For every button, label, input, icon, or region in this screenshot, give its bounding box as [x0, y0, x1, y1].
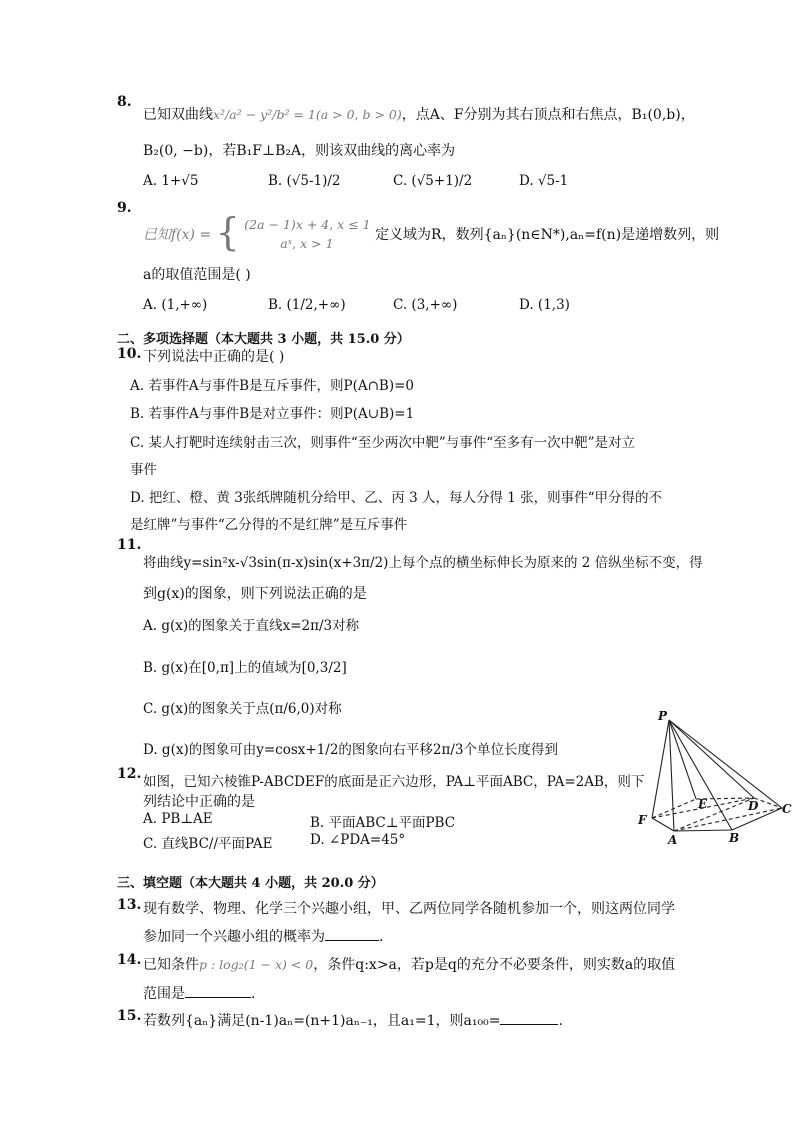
q13-tail: .	[379, 929, 384, 945]
q14-number: 14.	[117, 952, 142, 968]
q11-stem-line1: 将曲线y=sin²x-√3sin(π-x)sin(x+3π/2)上每个点的横坐标伸长为原来的 2 倍纵坐标不变，得	[143, 555, 703, 571]
q9-option-c[interactable]: C. (3,+∞)	[393, 297, 458, 313]
q8-option-d[interactable]: D. √5-1	[519, 173, 569, 189]
q9-stem-a: 已知f(x) =	[143, 227, 212, 243]
q15-tail: .	[558, 1013, 563, 1029]
q10-option-a[interactable]: A. 若事件A与事件B是互斥事件，则P(A∩B)=0	[130, 378, 415, 394]
q10-stem: 下列说法中正确的是( )	[143, 349, 285, 365]
q11-option-c[interactable]: C. g(x)的图象关于点(π/6,0)对称	[143, 701, 342, 717]
q14-stem1a: 已知条件	[143, 957, 199, 973]
q13-answer-blank[interactable]	[325, 928, 379, 941]
q10-number: 10.	[117, 346, 142, 362]
figure-label-d: D	[748, 799, 759, 813]
figure-label-f: F	[638, 813, 647, 827]
q15-stem-line	[143, 1010, 563, 1030]
q14-answer-blank[interactable]	[185, 985, 251, 998]
q8-option-b[interactable]: B. (√5-1)/2	[268, 173, 341, 189]
q12-stem-line2: 列结论中正确的是	[143, 794, 255, 810]
q11-option-a[interactable]: A. g(x)的图象关于直线x=2π/3对称	[143, 618, 360, 634]
q9-stem-line1	[143, 212, 719, 256]
q15-answer-blank[interactable]	[500, 1012, 558, 1025]
q14-stem-line2	[143, 983, 255, 1003]
q13-stem-line1: 现有数学、物理、化学三个兴趣小组，甲、乙两位同学各随机参加一个，则这两位同学	[143, 901, 675, 917]
q8-stem-a: 已知双曲线	[143, 107, 213, 123]
q9-option-a[interactable]: A. (1,+∞)	[143, 297, 208, 313]
figure-label-b: B	[729, 831, 740, 845]
q11-number: 11.	[117, 537, 142, 553]
q12-option-d[interactable]: D. ∠PDA=45°	[310, 832, 406, 848]
figure-label-e: E	[698, 797, 708, 811]
q8-option-c[interactable]: C. (√5+1)/2	[393, 173, 473, 189]
section-3-title: 三、填空题（本大题共 4 小题，共 20.0 分）	[117, 876, 384, 891]
q9-option-b[interactable]: B. (1/2,+∞)	[268, 297, 346, 313]
q9-number: 9.	[117, 200, 132, 216]
figure-label-a: A	[668, 833, 678, 847]
q8-stem-c: B₂(0, −b)，若B₁F⊥B₂A，则该双曲线的离心率为	[143, 143, 456, 159]
figure-label-c: C	[782, 802, 792, 816]
q9-option-d[interactable]: D. (1,3)	[519, 297, 570, 313]
q9-stem-b: 定义域为R，数列{aₙ}(n∈N*),aₙ=f(n)是递增数列，则	[375, 227, 720, 243]
q14-condition: p : log₂(1 − x) < 0	[199, 957, 314, 972]
q12-option-a[interactable]: A. PB⊥AE	[143, 811, 213, 827]
q11-option-b[interactable]: B. g(x)在[0,π]上的值域为[0,3/2]	[143, 660, 347, 676]
q9-pieces	[244, 215, 370, 253]
q14-stem2: 范围是	[143, 986, 185, 1002]
q15-stem: 若数列{aₙ}满足(n-1)aₙ=(n+1)aₙ₋₁，且a₁=1，则a₁₀₀=	[143, 1013, 501, 1029]
q13-stem-line2	[143, 926, 383, 946]
q10-option-d-line2: 是红牌”与事件“乙分得的不是红牌”是互斥事件	[130, 517, 408, 533]
q11-option-d[interactable]: D. g(x)的图象可由y=cosx+1/2的图象向右平移2π/3个单位长度得到	[143, 742, 559, 758]
q14-tail: .	[251, 986, 256, 1002]
q10-option-b[interactable]: B. 若事件A与事件B是对立事件：则P(A∪B)=1	[130, 406, 415, 422]
q9-brace: {	[215, 210, 240, 254]
q10-option-c-line2: 事件	[130, 462, 157, 478]
q9-stem-c: a的取值范围是( )	[143, 267, 251, 283]
q10-option-d-line1[interactable]: D. 把红、橙、黄 3张纸牌随机分给甲、乙、丙 3 人，每人分得 1 张，则事件“甲分得的不	[130, 490, 663, 506]
q9-piece2: aˣ, x > 1	[280, 236, 334, 251]
q8-number: 8.	[117, 94, 132, 110]
section-2-title: 二、多项选择题（本大题共 3 小题，共 15.0 分）	[117, 332, 410, 347]
q8-formula: x²/a² − y²/b² = 1(a > 0, b > 0)	[213, 107, 402, 122]
q8-stem-b: ，点A、F分别为其右顶点和右焦点，B₁(0,b)，	[401, 107, 695, 123]
q12-number: 12.	[117, 766, 142, 782]
figure-label-p: P	[658, 709, 668, 723]
q15-number: 15.	[117, 1008, 142, 1024]
q13-stem2: 参加同一个兴趣小组的概率为	[143, 929, 325, 945]
q14-stem1b: ，条件q:x>a，若p是q的充分不必要条件，则实数a的取值	[313, 957, 676, 973]
q12-stem-line1: 如图，已知六棱锥P-ABCDEF的底面是正六边形，PA⊥平面ABC，PA=2AB，则下	[143, 774, 645, 790]
q12-option-c[interactable]: C. 直线BC//平面PAE	[143, 836, 273, 852]
q13-number: 13.	[117, 897, 142, 913]
pyramid-figure	[636, 708, 794, 848]
q8-option-a[interactable]: A. 1+√5	[143, 173, 199, 189]
q11-stem-line2: 到g(x)的图象，则下列说法正确的是	[143, 586, 367, 602]
q8-stem-line1	[143, 104, 695, 124]
q9-piece1: (2a − 1)x + 4, x ≤ 1	[244, 217, 371, 232]
q12-option-b[interactable]: B. 平面ABC⊥平面PBC	[310, 815, 456, 831]
q10-option-c-line1[interactable]: C. 某人打靶时连续射击三次，则事件“至少两次中靶”与事件“至多有一次中靶”是对立	[130, 435, 636, 451]
q14-stem-line1	[143, 954, 675, 974]
